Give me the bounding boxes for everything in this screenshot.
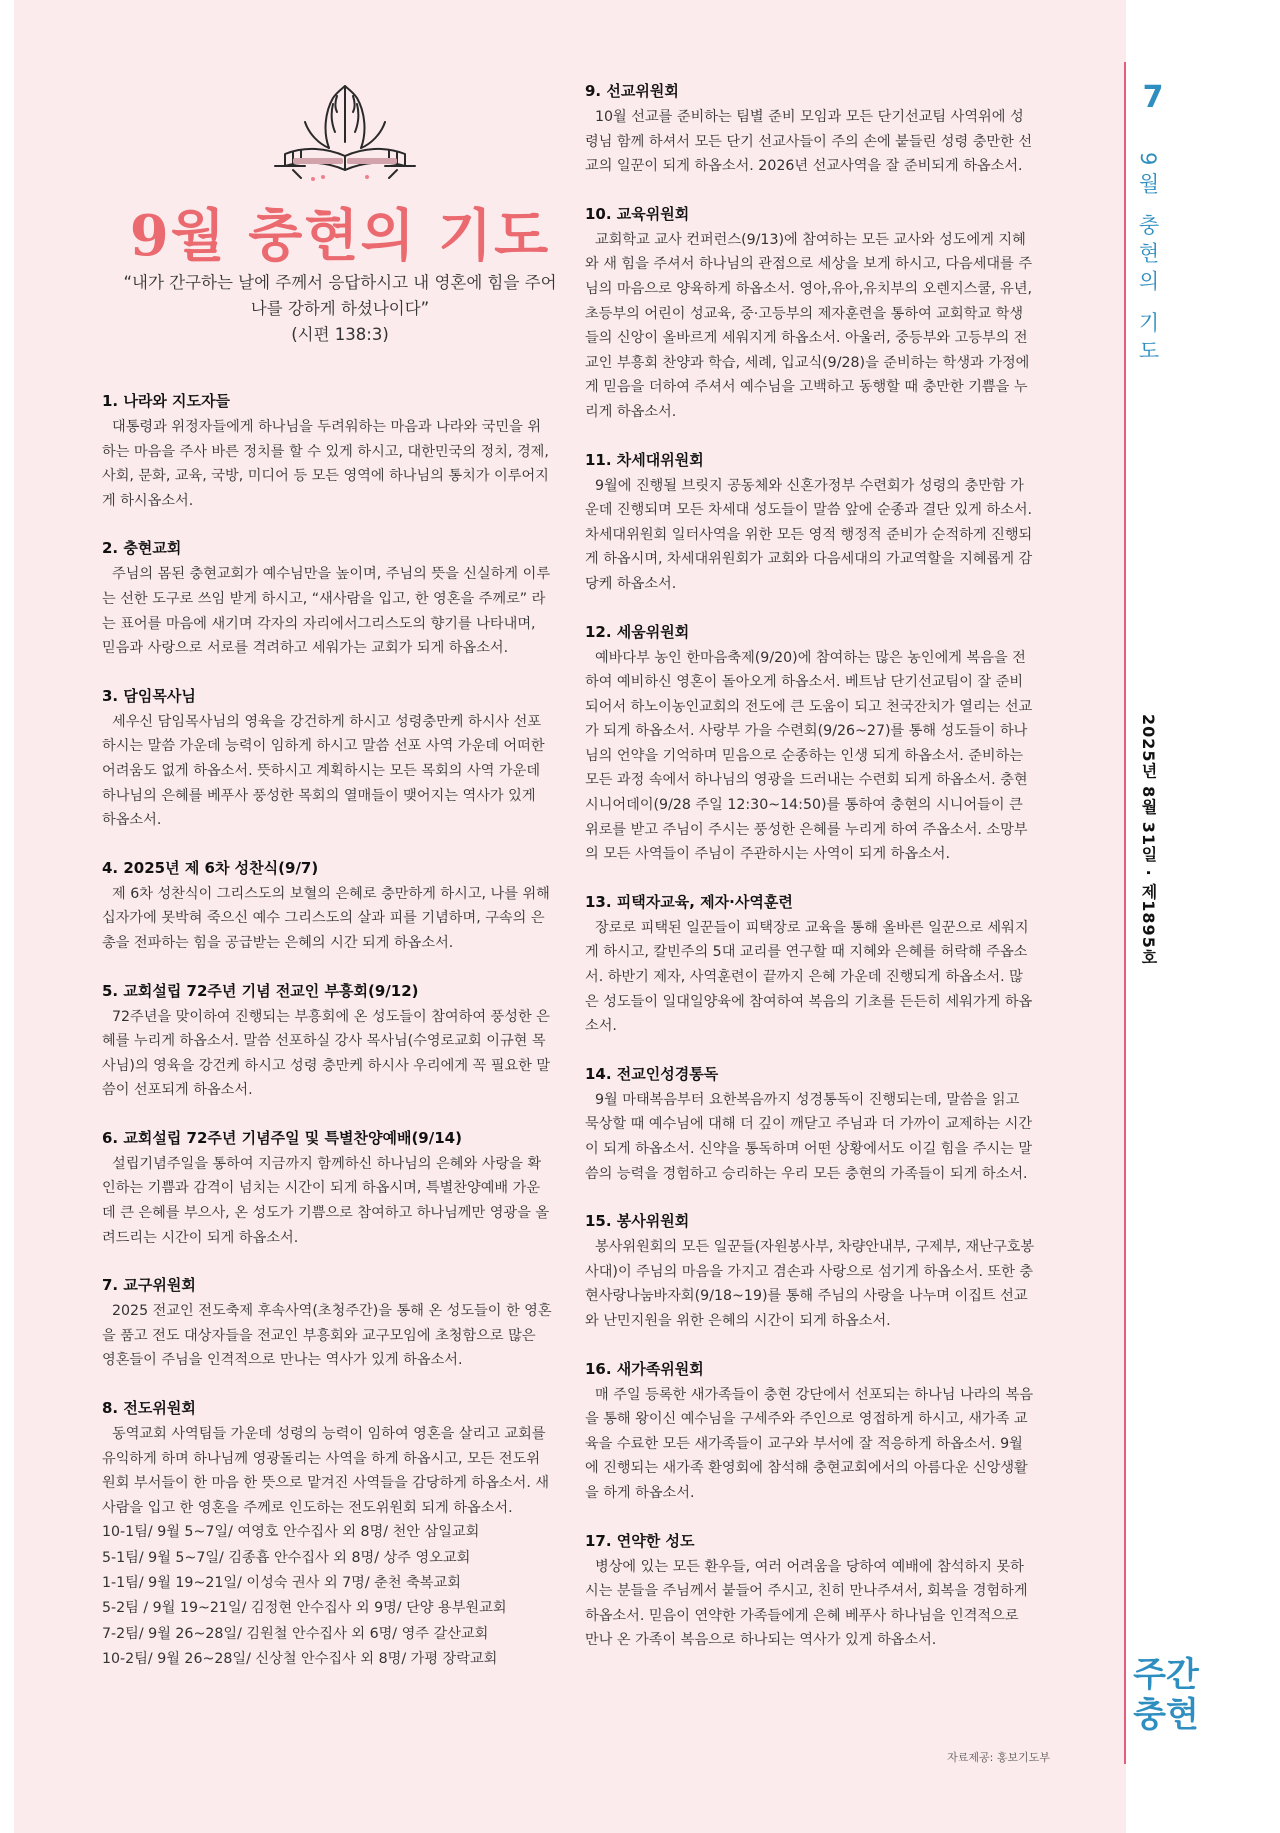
section-title: 12. 세움위원회 xyxy=(585,622,690,641)
verse-line-2: 나를 강하게 하셨나이다” xyxy=(250,299,430,318)
schedule-line: 10-2팀/ 9월 26~28일/ 신상철 안수집사 외 8명/ 가평 장락교회 xyxy=(102,1650,498,1667)
brand-logo xyxy=(1124,1655,1208,1735)
section-body: 9월 마태복음부터 요한복음까지 성경통독이 진행되는데, 말씀을 읽고 묵상할 때 예수님에 대해 더 깊이 깨닫고 주님과 더 가까이 교제하는 시간이 되게 하옵소서. 신약을 통독하며 어떤 상황에서도 이길 힘을 주시는 말씀의 능력을 경험하고 승리하는 우리 모든 충현의 가족들이 되게 하소서. xyxy=(585,1091,1033,1182)
section-title: 15. 봉사위원회 xyxy=(585,1212,690,1231)
schedule-line: 1-1팀/ 9월 19~21일/ 이성숙 권사 외 7명/ 춘천 축복교회 xyxy=(102,1575,461,1591)
section-title: 13. 피택자교육, 제자·사역훈련 xyxy=(585,892,793,911)
bible-verse xyxy=(100,270,580,348)
prayer-section xyxy=(102,1127,552,1250)
section-body: 10월 선교를 준비하는 팀별 준비 모임과 모든 단기선교팀 사역위에 성령님 함께 하셔서 모든 단기 선교사들이 주의 손에 붙들린 성령 충만한 선교의 일꾼이 되게 하옵소서. 2026년 선교사역을 잘 준비되게 하옵소서. xyxy=(585,109,1033,175)
section-body: 72주년을 맞이하여 진행되는 부흥회에 온 성도들이 참여하여 풍성한 은혜를 누리게 하옵소서. 말씀 선포하실 강사 목사님(수영로교회 이규현 목사님)의 영육을 강건케 하시고 성령 충만케 하시사 우리에게 꼭 필요한 말씀이 선포되게 하옵소서. xyxy=(102,1008,551,1099)
section-body: 봉사위원회의 모든 일꾼들(자원봉사부, 차량안내부, 구제부, 재난구호봉사대)이 주님의 마음을 가지고 겸손과 사랑으로 섬기게 하옵소서. 또한 충현사랑나눔바자회(9/18~19)를 통해 주님의 사랑을 나누며 이집트 선교와 난민지원을 위한 은혜의 시간이 되게 하옵소서. xyxy=(585,1239,1035,1329)
schedule-line: 7-2팀/ 9월 26~28일/ 김원철 안수집사 외 6명/ 영주 갈산교회 xyxy=(102,1625,489,1642)
issue-info: 2025년 8월 31일 · 제1895호 xyxy=(1139,714,1158,966)
section-title: 17. 연약한 성도 xyxy=(585,1531,695,1550)
sidebar-section-title: 9월 충현의 기도 xyxy=(1136,152,1160,368)
prayer-section xyxy=(102,390,552,513)
section-title: 10. 교육위원회 xyxy=(585,204,690,223)
section-title: 16. 새가족위원회 xyxy=(585,1359,704,1378)
page-number: 7 xyxy=(1142,80,1164,115)
praying-hands-over-bible-icon xyxy=(265,82,425,182)
section-body: 대통령과 위정자들에게 하나님을 두려워하는 마음과 나라와 국민을 위하는 마음을 주사 바른 정치를 할 수 있게 하시고, 대한민국의 정치, 경제, 사회, 문화, 교육, 국방, 미디어 등 모든 영역에 하나님의 통치가 이루어지게 하시옵소서. xyxy=(102,419,549,509)
prayer-section xyxy=(102,537,552,660)
section-title: 8. 전도위원회 xyxy=(102,1399,196,1418)
section-body: 세우신 담임목사님의 영육을 강건하게 하시고 성령충만케 하시사 선포하시는 말씀 가운데 능력이 임하게 하시고 말씀 선포 사역 가운데 어떠한 어려움도 없게 하옵소서. 뜻하시고 계획하시는 모든 목회의 사역 가운데 하나님의 은혜를 베푸사 풍성한 목회의 열매들이 맺어지는 역사가 있게 하옵소서. xyxy=(102,713,545,829)
section-title: 5. 교회설립 72주년 기념 전교인 부흥회(9/12) xyxy=(102,981,419,1000)
section-title: 7. 교구위원회 xyxy=(102,1276,196,1295)
section-body: 동역교회 사역팀들 가운데 성령의 능력이 임하여 영혼을 살리고 교회를 유익하게 하며 하나님께 영광돌리는 사역을 하게 하옵시고, 모든 전도위원회 부서들이 한 마음 한 뜻으로 맡겨진 사역들을 감당하게 하옵소서. 새 사람을 입고 한 영혼을 주께로 인도하는 전도위원회 되게 하옵소서. xyxy=(102,1426,550,1516)
section-title: 14. 전교인성경통독 xyxy=(585,1064,719,1083)
source-credit: 자료제공: 홍보기도부 xyxy=(947,1751,1050,1764)
schedule-line: 5-1팀/ 9월 5~7일/ 김종흡 안수집사 외 8명/ 상주 영오교회 xyxy=(102,1549,471,1566)
section-title: 3. 담임목사님 xyxy=(102,686,196,705)
brand-line-1: 주간 xyxy=(1133,1655,1199,1695)
section-title: 1. 나라와 지도자들 xyxy=(102,392,231,410)
prayer-section xyxy=(102,685,552,833)
section-body: 9월에 진행될 브릿지 공동체와 신혼가정부 수련회가 성령의 충만함 가운데 진행되며 모든 차세대 성도들이 말씀 앞에 순종과 결단 있게 하소서. 차세대위원회 일터사역을 위한 모든 영적 행정적 준비가 순적하게 진행되게 하옵시며, 차세대위원회가 교회와 다음세대의 가교역할을 지혜롭게 감당케 하옵소서. xyxy=(585,477,1033,592)
section-body: 예바다부 농인 한마음축제(9/20)에 참여하는 많은 농인에게 복음을 전하여 예비하신 영혼이 돌아오게 하옵소서. 베트남 단기선교팀이 잘 준비되어서 하노이농인교회의 전도에 큰 도움이 되고 천국잔치가 열리는 선교가 되게 하옵소서. 사랑부 가을 수련회(9/26~27)를 통해 성도들이 하나님의 언약을 기억하며 믿음으로 순종하는 인생 되게 하옵소서. 준비하는 모든 과정 속에서 하나님의 영광을 드러내는 수련회 되게 하옵소서. 충현시니어데이(9/28 주일 12:30~14:50)를 통하여 충현의 시니어들이 큰 위로를 받고 주님이 주시는 풍성한 은혜를 누리게 하여 주옵소서. 소망부의 모든 사역들이 주님이 주관하시는 사역이 되게 하옵소서. xyxy=(585,649,1033,863)
prayer-section xyxy=(585,1210,1035,1333)
page-title: 9월 충현의 기도 xyxy=(129,203,551,269)
section-body: 주님의 몸된 충현교회가 예수님만을 높이며, 주님의 뜻을 신실하게 이루는 선한 도구로 쓰임 받게 하시고, “새사람을 입고, 한 영혼을 주께로” 라는 표어를 마음에 새기며 각자의 자리에서그리스도의 향기를 나타내며, 믿음과 사랑으로 서로를 격려하고 세워가는 교회가 되게 하옵소서. xyxy=(102,566,551,657)
prayer-section xyxy=(102,1274,552,1373)
prayer-section xyxy=(102,980,552,1103)
prayer-section xyxy=(585,891,1035,1039)
right-column xyxy=(585,80,1035,1677)
section-body: 2025 전교인 전도축제 후속사역(초청주간)을 통해 온 성도들이 한 영혼을 품고 전도 대상자들을 전교인 부흥회와 교구모임에 초청함으로 많은 영혼들이 주님을 인격적으로 만나는 역사가 있게 하옵소서. xyxy=(102,1303,552,1369)
brand-line-2: 충현 xyxy=(1133,1695,1199,1735)
prayer-section xyxy=(585,621,1035,867)
prayer-section xyxy=(102,1397,552,1672)
section-body: 설립기념주일을 통하여 지금까지 함께하신 하나님의 은혜와 사랑을 확인하는 기쁨과 감격이 넘치는 시간이 되게 하옵시며, 특별찬양예배 가운데 큰 은혜를 부으사, 온 성도가 기쁨으로 참여하고 하나님께만 영광을 올려드리는 시간이 되게 하옵소서. xyxy=(102,1155,550,1246)
schedule-line: 10-1팀/ 9월 5~7일/ 여영호 안수집사 외 8명/ 천안 삼일교회 xyxy=(102,1524,480,1541)
section-body: 제 6차 성찬식이 그리스도의 보혈의 은혜로 충만하게 하시고, 나를 위해 십자가에 못박혀 죽으신 예수 그리스도의 살과 피를 기념하며, 구속의 은총을 전파하는 힘을 공급받는 은혜의 시간 되게 하옵소서. xyxy=(102,885,550,951)
section-title: 6. 교회설립 72주년 기념주일 및 특별찬양예배(9/14) xyxy=(102,1128,462,1147)
prayer-section xyxy=(585,203,1035,425)
schedule-line: 5-2팀 / 9월 19~21일/ 김정현 안수집사 외 9명/ 단양 용부원교회 xyxy=(102,1600,507,1617)
left-column xyxy=(102,390,552,1696)
prayer-section xyxy=(585,1063,1035,1186)
prayer-section xyxy=(102,857,552,956)
prayer-section xyxy=(585,1358,1035,1506)
section-body: 매 주일 등록한 새가족들이 충현 강단에서 선포되는 하나님 나라의 복음을 통해 왕이신 예수님을 구세주와 주인으로 영접하게 하시고, 새가족 교육을 수료한 모든 새가족들이 교구와 부서에 잘 적응하게 하옵소서. 9월에 진행되는 새가족 환영회에 참석해 충현교회에서의 아름다운 신앙생활을 하게 하옵소서. xyxy=(585,1386,1034,1501)
prayer-section xyxy=(585,449,1035,597)
section-title: 2. 충현교회 xyxy=(102,539,182,558)
verse-reference: (시편 138:3) xyxy=(291,325,389,344)
section-title: 4. 2025년 제 6차 성찬식(9/7) xyxy=(102,858,319,877)
section-title: 9. 선교위원회 xyxy=(585,82,679,100)
verse-line-1: “내가 간구하는 날에 주께서 응답하시고 내 영혼에 힘을 주어 xyxy=(123,273,557,292)
section-body: 장로로 피택된 일꾼들이 피택장로 교육을 통해 올바른 일꾼으로 세워지게 하시고, 칼빈주의 5대 교리를 연구할 때 지혜와 은혜를 허락해 주옵소서. 하반기 제자, 사역훈련이 끝까지 은혜 가운데 진행되게 하옵소서. 많은 성도들이 일대일양육에 참여하여 복음의 기초를 든든히 세워가게 하옵소서. xyxy=(585,919,1033,1035)
prayer-section xyxy=(585,1530,1035,1653)
section-body: 병상에 있는 모든 환우들, 여러 어려움을 당하여 예배에 참석하지 못하시는 분들을 주님께서 붙들어 주시고, 친히 만나주셔서, 회복을 경험하게 하옵소서. 믿음이 연약한 가족들에게 은혜 베푸사 하나님을 인격적으로 만나 온 가족이 복음으로 하나되는 역사가 있게 하옵소서. xyxy=(585,1558,1028,1649)
section-body: 교회학교 교사 컨퍼런스(9/13)에 참여하는 모든 교사와 성도에게 지혜와 새 힘을 주셔서 하나님의 관점으로 세상을 보게 하시고, 다음세대를 주님의 마음으로 양육하게 하옵소서. 영아,유아,유치부의 오렌지스쿨, 유년,초등부의 어린이 성교육, 중·고등부의 제자훈련을 통하여 교회학교 학생들의 신앙이 올바르게 세워지게 하옵소서. 아울러, 중등부와 고등부의 전교인 부흥회 찬양과 학습, 세례, 입교식(9/28)을 준비하는 학생과 가정에게 믿음을 더하여 주셔서 예수님을 고백하고 동행할 때 충만한 기쁨을 누리게 하옵소서. xyxy=(585,231,1033,420)
section-title: 11. 차세대위원회 xyxy=(585,450,704,469)
prayer-section xyxy=(585,80,1035,179)
